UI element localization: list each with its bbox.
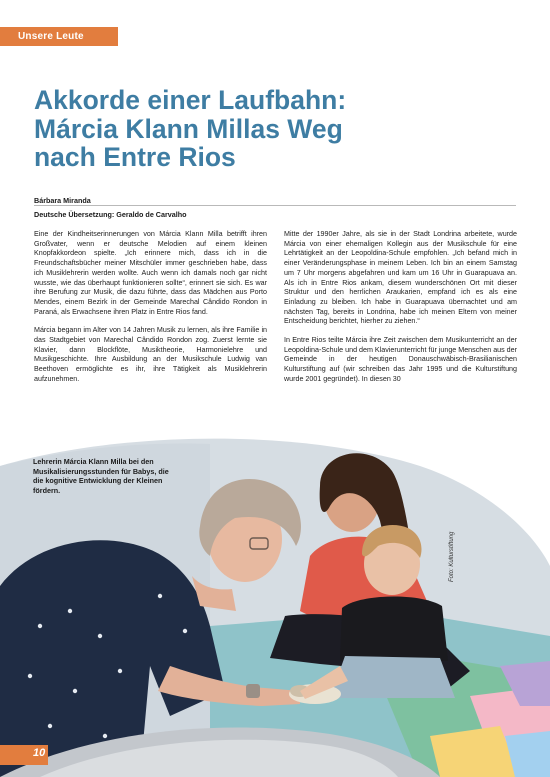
- text-column-left: [34, 230, 267, 394]
- title-line-2: Márcia Klann Millas Weg: [34, 113, 343, 144]
- paragraph: Márcia begann im Alter von 14 Jahren Musik zu lernen, als ihre Familie in das Stadtgebiet von Marechal Cândido Rondon zog. Zuerst lernte sie Klavier, dann Blockflöte, Musiktheorie, Harmonielehre und Musikgeschichte. Ihre Ausbildung an der Musikschule Ludwig van Beethoven ermöglichte es ihr, ihre Tätigkeit als Musiklehrerin aufzunehmen.: [34, 326, 267, 383]
- byline-divider: [34, 205, 516, 206]
- article-title: [34, 86, 504, 172]
- paragraph: In Entre Rios teilte Márcia ihre Zeit zwischen dem Musikunterricht an der Leopoldina-Schule und dem Klavierunterricht für junge Menschen aus der Gemeinde in der heutigen Donauschwäbisch-Brasilianischen Kulturstiftung auf (wir schreiben das Jahr 1995 und die Kulturstiftung wurde 2001 gegründet). In diesen 30: [284, 336, 518, 383]
- title-line-1: Akkorde einer Laufbahn:: [34, 85, 347, 115]
- paragraph: Mitte der 1990er Jahre, als sie in der Stadt Londrina arbeitete, wurde Márcia von einer ehemaligen Kollegin aus der Musikschule für eine Lehrtätigkeit an der Leopoldina-Schule empfohlen. „Ich befand mich in einer Veränderungsphase in meinem Leben. Ich bin an einem Samstag um 7 Uhr morgens abgefahren und kam um 16 Uhr in Guarapuava an. Als ich in Entre Rios ankam, diesem wunderschönen Ort mit dieser Struktur und den herrlichen Araukarien, empfand ich es als eine Einladung zu bleiben. Ich habe in Guarapuava übernachtet und am nächsten Tag, bereits in Londrina, habe ich meinen Eltern von meiner Entscheidung berichtet, hierher zu ziehen.“: [284, 230, 517, 326]
- page-number: 10: [33, 747, 46, 759]
- author-name: Bárbara Miranda: [34, 196, 91, 205]
- photo-credit: Foto: Kulturstiftung: [449, 531, 455, 582]
- title-line-3: nach Entre Rios: [34, 142, 236, 172]
- photo-caption: Lehrerin Márcia Klann Milla bei den Musikalisierungsstunden für Babys, die die kognitive Entwicklung der Kleinen fördern.: [33, 457, 169, 495]
- section-tag: Unsere Leute: [0, 27, 118, 46]
- text-column-right: [284, 230, 517, 394]
- paragraph: Eine der Kindheitserinnerungen von Márcia Klann Milla betrifft ihren Großvater, wenn er deutsche Melodien auf einem kleinen Knopfakkordeon spielte. „Ich erinnere mich, dass ich in die Freundschaftsbücher meiner Mitschüler immer geschrieben habe, dass ich Musiklehrerin werden wollte. Auch wenn ich damals noch gar nicht wusste, wie das überhaupt funktionieren sollte“, erinnert sie sich. Es war ihre Berufung zur Musik, die dazu führte, dass das Mädchen aus Porto Mendes, einem Bezirk in der Gemeinde Marechal Cândido Rondon in Paraná, als Erwachsene ihren Platz in Entre Rios fand.: [34, 230, 267, 316]
- translator-credit: Deutsche Übersetzung: Geraldo de Carvalho: [34, 210, 187, 219]
